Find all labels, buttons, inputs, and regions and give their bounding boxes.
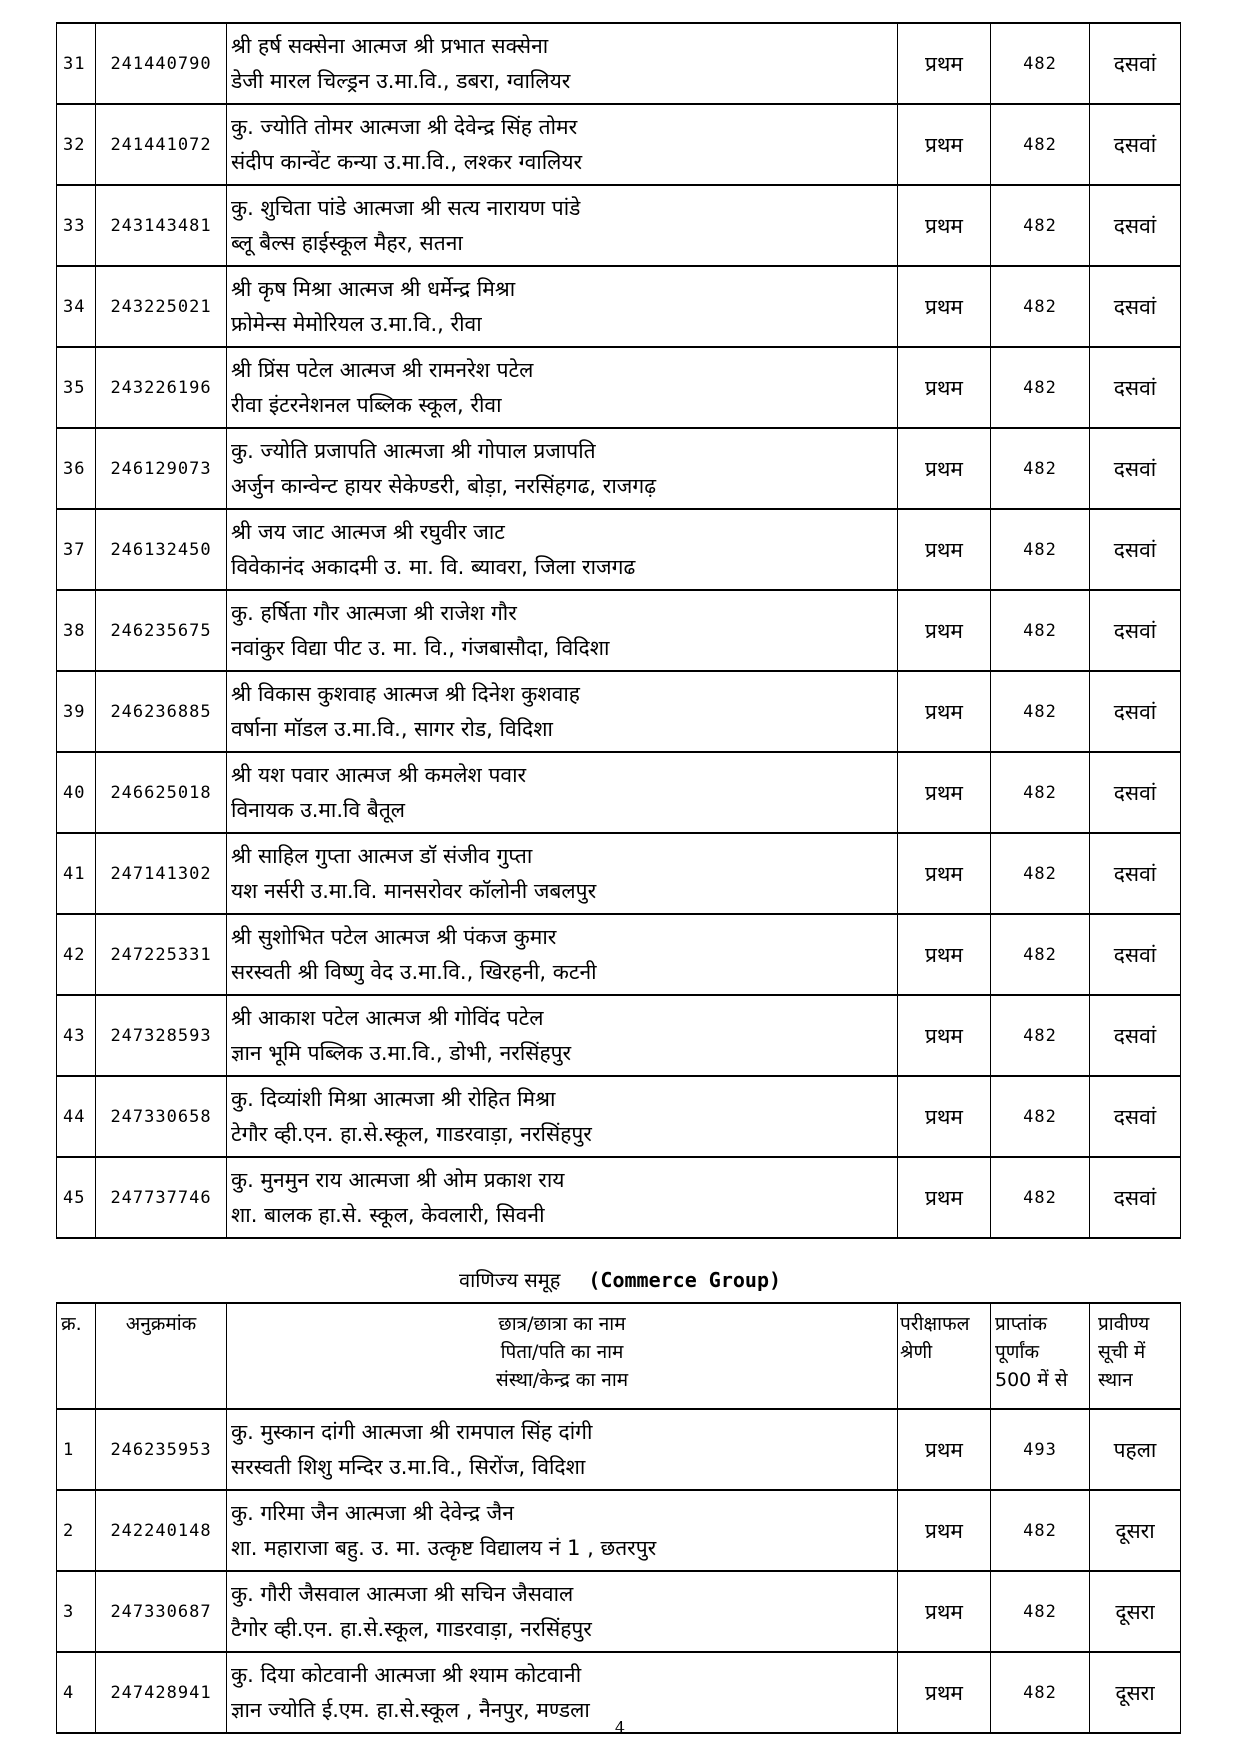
table-row [57, 428, 1181, 509]
student-details [227, 428, 898, 509]
roll-number: 243143481 [96, 185, 227, 266]
serial-number: 31 [57, 23, 96, 104]
result-division: प्रथम [898, 23, 991, 104]
student-details [227, 1409, 898, 1490]
student-details [227, 833, 898, 914]
marks-obtained: 482 [991, 185, 1090, 266]
merit-rank: पहला [1090, 1409, 1181, 1490]
student-details [227, 509, 898, 590]
marks-obtained: 482 [991, 347, 1090, 428]
header-roll-number: अनुक्रमांक [96, 1303, 227, 1409]
header-merit-rank [1090, 1303, 1181, 1409]
marks-obtained: 482 [991, 914, 1090, 995]
merit-rank: दसवां [1090, 23, 1181, 104]
school-name: अर्जुन कान्वेन्ट हायर सेकेण्डरी, बोड़ा, नरसिंहगढ, राजगढ़ [231, 473, 657, 498]
serial-number: 32 [57, 104, 96, 185]
table-row [57, 833, 1181, 914]
merit-rank: दूसरा [1090, 1652, 1181, 1733]
science-table-body [57, 23, 1181, 1238]
school-name: फ्रोमेन्स मेमोरियल उ.मा.वि., रीवा [231, 311, 482, 336]
school-name: रीवा इंटरनेशनल पब्लिक स्कूल, रीवा [231, 392, 502, 417]
table-row [57, 347, 1181, 428]
student-name: श्री विकास कुशवाह आत्मज श्री दिनेश कुशवाह [231, 681, 580, 706]
school-name: टैगोर व्ही.एन. हा.से.स्कूल, गाडरवाड़ा, नरसिंहपुर [231, 1616, 592, 1641]
roll-number: 243225021 [96, 266, 227, 347]
student-name: कु. मुनमुन राय आत्मजा श्री ओम प्रकाश राय [231, 1167, 565, 1192]
student-details [227, 185, 898, 266]
header-serial-number: क्र. [57, 1303, 96, 1409]
result-division: प्रथम [898, 1652, 991, 1733]
roll-number: 247737746 [96, 1157, 227, 1238]
result-division: प्रथम [898, 104, 991, 185]
serial-number: 34 [57, 266, 96, 347]
student-details [227, 104, 898, 185]
marks-obtained: 482 [991, 104, 1090, 185]
serial-number: 39 [57, 671, 96, 752]
roll-number: 246132450 [96, 509, 227, 590]
header-marks-line2: पूर्णांक [995, 1341, 1040, 1363]
serial-number: 33 [57, 185, 96, 266]
marks-obtained: 482 [991, 995, 1090, 1076]
merit-rank: दसवां [1090, 266, 1181, 347]
result-division: प्रथम [898, 1571, 991, 1652]
serial-number: 44 [57, 1076, 96, 1157]
student-details [227, 347, 898, 428]
table-row [57, 1409, 1181, 1490]
serial-number: 3 [57, 1571, 96, 1652]
serial-number: 40 [57, 752, 96, 833]
header-student-name: छात्र/छात्रा का नाम [498, 1313, 626, 1335]
marks-obtained: 482 [991, 590, 1090, 671]
serial-number: 42 [57, 914, 96, 995]
roll-number: 246625018 [96, 752, 227, 833]
serial-number: 43 [57, 995, 96, 1076]
table-row [57, 671, 1181, 752]
merit-rank: दसवां [1090, 671, 1181, 752]
roll-number: 243226196 [96, 347, 227, 428]
header-marks-line1: प्राप्तांक [995, 1313, 1047, 1335]
marks-obtained: 482 [991, 752, 1090, 833]
merit-rank: दसवां [1090, 1076, 1181, 1157]
merit-rank: दसवां [1090, 428, 1181, 509]
result-division: प्रथम [898, 995, 991, 1076]
table-row [57, 1571, 1181, 1652]
school-name: ब्लू बैल्स हाईस्कूल मैहर, सतना [231, 230, 463, 255]
header-rank-line1: प्रावीण्य [1098, 1313, 1150, 1335]
school-name: सरस्वती शिशु मन्दिर उ.मा.वि., सिरोंज, विदिशा [231, 1454, 586, 1479]
marks-obtained: 482 [991, 23, 1090, 104]
serial-number: 4 [57, 1652, 96, 1733]
serial-number: 41 [57, 833, 96, 914]
table-row [57, 1490, 1181, 1571]
marks-obtained: 482 [991, 1157, 1090, 1238]
school-name: संदीप कान्वेंट कन्या उ.मा.वि., लश्कर ग्वालियर [231, 149, 583, 174]
merit-rank: दसवां [1090, 509, 1181, 590]
roll-number: 247328593 [96, 995, 227, 1076]
marks-obtained: 482 [991, 1652, 1090, 1733]
result-division: प्रथम [898, 671, 991, 752]
roll-number: 241441072 [96, 104, 227, 185]
school-name: यश नर्सरी उ.मा.वि. मानसरोवर कॉलोनी जबलपुर [231, 878, 597, 903]
merit-rank: दसवां [1090, 833, 1181, 914]
serial-number: 38 [57, 590, 96, 671]
student-details [227, 1076, 898, 1157]
serial-number: 1 [57, 1409, 96, 1490]
merit-rank: दसवां [1090, 1157, 1181, 1238]
school-name: ज्ञान भूमि पब्लिक उ.मा.वि., डोभी, नरसिंहपुर [231, 1040, 572, 1065]
student-name: श्री कृष मिश्रा आत्मज श्री धर्मेन्द्र मिश्रा [231, 276, 516, 301]
school-name: टेगौर व्ही.एन. हा.से.स्कूल, गाडरवाड़ा, नरसिंहपुर [231, 1121, 592, 1146]
commerce-heading-hindi: वाणिज्य समूह [458, 1268, 561, 1292]
school-name: विनायक उ.मा.वि बैतूल [231, 797, 406, 822]
serial-number: 2 [57, 1490, 96, 1571]
school-name: ज्ञान ज्योति ई.एम. हा.से.स्कूल , नैनपुर, मण्डला [231, 1697, 590, 1722]
student-details [227, 671, 898, 752]
marks-obtained: 482 [991, 833, 1090, 914]
school-name: सरस्वती श्री विष्णु वेद उ.मा.वि., खिरहनी, कटनी [231, 959, 597, 984]
student-name: श्री प्रिंस पटेल आत्मज श्री रामनरेश पटेल [231, 357, 534, 382]
result-division: प्रथम [898, 347, 991, 428]
table-row [57, 185, 1181, 266]
student-name: श्री साहिल गुप्ता आत्मज डॉ संजीव गुप्ता [231, 843, 533, 868]
merit-rank: दूसरा [1090, 1490, 1181, 1571]
student-name: कु. गौरी जैसवाल आत्मजा श्री सचिन जैसवाल [231, 1581, 574, 1606]
header-division-line2: श्रेणी [900, 1341, 933, 1363]
header-marks-obtained [991, 1303, 1090, 1409]
table-row [57, 509, 1181, 590]
merit-rank: दसवां [1090, 590, 1181, 671]
marks-obtained: 493 [991, 1409, 1090, 1490]
roll-number: 247141302 [96, 833, 227, 914]
header-marks-line3: 500 में से [995, 1369, 1068, 1391]
student-details [227, 23, 898, 104]
roll-number: 246235953 [96, 1409, 227, 1490]
merit-rank: दसवां [1090, 104, 1181, 185]
header-division-line1: परीक्षाफल [900, 1313, 970, 1335]
marks-obtained: 482 [991, 1490, 1090, 1571]
student-name: कु. ज्योति प्रजापति आत्मजा श्री गोपाल प्रजापति [231, 438, 596, 463]
merit-rank: दसवां [1090, 347, 1181, 428]
roll-number: 247428941 [96, 1652, 227, 1733]
marks-obtained: 482 [991, 266, 1090, 347]
table-row [57, 995, 1181, 1076]
result-division: प्रथम [898, 833, 991, 914]
result-division: प्रथम [898, 509, 991, 590]
serial-number: 45 [57, 1157, 96, 1238]
marks-obtained: 482 [991, 509, 1090, 590]
commerce-merit-table [56, 1302, 1181, 1734]
result-division: प्रथम [898, 185, 991, 266]
table-row [57, 266, 1181, 347]
school-name: विवेकानंद अकादमी उ. मा. वि. ब्यावरा, जिला राजगढ [231, 554, 636, 579]
serial-number: 37 [57, 509, 96, 590]
result-division: प्रथम [898, 914, 991, 995]
marks-obtained: 482 [991, 671, 1090, 752]
header-rank-line2: सूची में [1098, 1341, 1146, 1363]
student-name: कु. ज्योति तोमर आत्मजा श्री देवेन्द्र सिंह तोमर [231, 114, 578, 139]
table-row [57, 1157, 1181, 1238]
roll-number: 242240148 [96, 1490, 227, 1571]
student-details [227, 1490, 898, 1571]
result-division: प्रथम [898, 428, 991, 509]
table-row [57, 590, 1181, 671]
header-student-details [227, 1303, 898, 1409]
roll-number: 246235675 [96, 590, 227, 671]
student-details [227, 752, 898, 833]
page-number: 4 [614, 1718, 626, 1737]
student-name: श्री जय जाट आत्मज श्री रघुवीर जाट [231, 519, 505, 544]
table-row [57, 1076, 1181, 1157]
commerce-heading-english: (Commerce Group) [588, 1268, 782, 1292]
school-name: नवांकुर विद्या पीट उ. मा. वि., गंजबासौदा, विदिशा [231, 635, 610, 660]
merit-rank: दूसरा [1090, 1571, 1181, 1652]
result-division: प्रथम [898, 1157, 991, 1238]
school-name: शा. बालक हा.से. स्कूल, केवलारी, सिवनी [231, 1202, 545, 1227]
table-row [57, 752, 1181, 833]
roll-number: 247225331 [96, 914, 227, 995]
science-merit-table [56, 22, 1181, 1239]
roll-number: 246236885 [96, 671, 227, 752]
student-details [227, 266, 898, 347]
commerce-table-body [57, 1409, 1181, 1733]
table-row [57, 23, 1181, 104]
merit-rank: दसवां [1090, 914, 1181, 995]
student-name: कु. शुचिता पांडे आत्मजा श्री सत्य नारायण पांडे [231, 195, 581, 220]
marks-obtained: 482 [991, 428, 1090, 509]
student-name: श्री हर्ष सक्सेना आत्मज श्री प्रभात सक्सेना [231, 33, 549, 58]
school-name: शा. महाराजा बहु. उ. मा. उत्कृष्ट विद्यालय नं 1 , छतरपुर [231, 1535, 657, 1560]
student-name: कु. मुस्कान दांगी आत्मजा श्री रामपाल सिंह दांगी [231, 1419, 593, 1444]
student-name: श्री सुशोभित पटेल आत्मज श्री पंकज कुमार [231, 924, 557, 949]
result-division: प्रथम [898, 752, 991, 833]
school-name: वर्षाना मॉडल उ.मा.वि., सागर रोड, विदिशा [231, 716, 553, 741]
serial-number: 36 [57, 428, 96, 509]
result-division: प्रथम [898, 590, 991, 671]
roll-number: 247330687 [96, 1571, 227, 1652]
result-division: प्रथम [898, 1409, 991, 1490]
student-details [227, 590, 898, 671]
student-name: कु. दिया कोटवानी आत्मजा श्री श्याम कोटवानी [231, 1662, 582, 1687]
student-name: श्री आकाश पटेल आत्मज श्री गोविंद पटेल [231, 1005, 544, 1030]
student-details [227, 914, 898, 995]
marks-obtained: 482 [991, 1571, 1090, 1652]
marks-obtained: 482 [991, 1076, 1090, 1157]
table-row [57, 104, 1181, 185]
student-details [227, 1157, 898, 1238]
roll-number: 247330658 [96, 1076, 227, 1157]
student-name: श्री यश पवार आत्मज श्री कमलेश पवार [231, 762, 527, 787]
result-division: प्रथम [898, 1076, 991, 1157]
table-row [57, 914, 1181, 995]
table-header-row [57, 1303, 1181, 1409]
result-division: प्रथम [898, 266, 991, 347]
merit-rank: दसवां [1090, 185, 1181, 266]
student-name: कु. दिव्यांशी मिश्रा आत्मजा श्री रोहित मिश्रा [231, 1086, 556, 1111]
student-details [227, 995, 898, 1076]
commerce-group-heading [0, 1266, 1240, 1293]
roll-number: 241440790 [96, 23, 227, 104]
header-rank-line3: स्थान [1098, 1369, 1133, 1391]
merit-rank: दसवां [1090, 752, 1181, 833]
header-father-name: पिता/पति का नाम [500, 1341, 624, 1363]
school-name: डेजी मारल चिल्ड्रन उ.मा.वि., डबरा, ग्वालियर [231, 68, 571, 93]
header-institution-name: संस्था/केन्द्र का नाम [495, 1369, 629, 1391]
student-name: कु. हर्षिता गौर आत्मजा श्री राजेश गौर [231, 600, 517, 625]
student-name: कु. गरिमा जैन आत्मजा श्री देवेन्द्र जैन [231, 1500, 514, 1525]
result-division: प्रथम [898, 1490, 991, 1571]
student-details [227, 1571, 898, 1652]
serial-number: 35 [57, 347, 96, 428]
roll-number: 246129073 [96, 428, 227, 509]
merit-rank: दसवां [1090, 995, 1181, 1076]
header-result-division [898, 1303, 991, 1409]
